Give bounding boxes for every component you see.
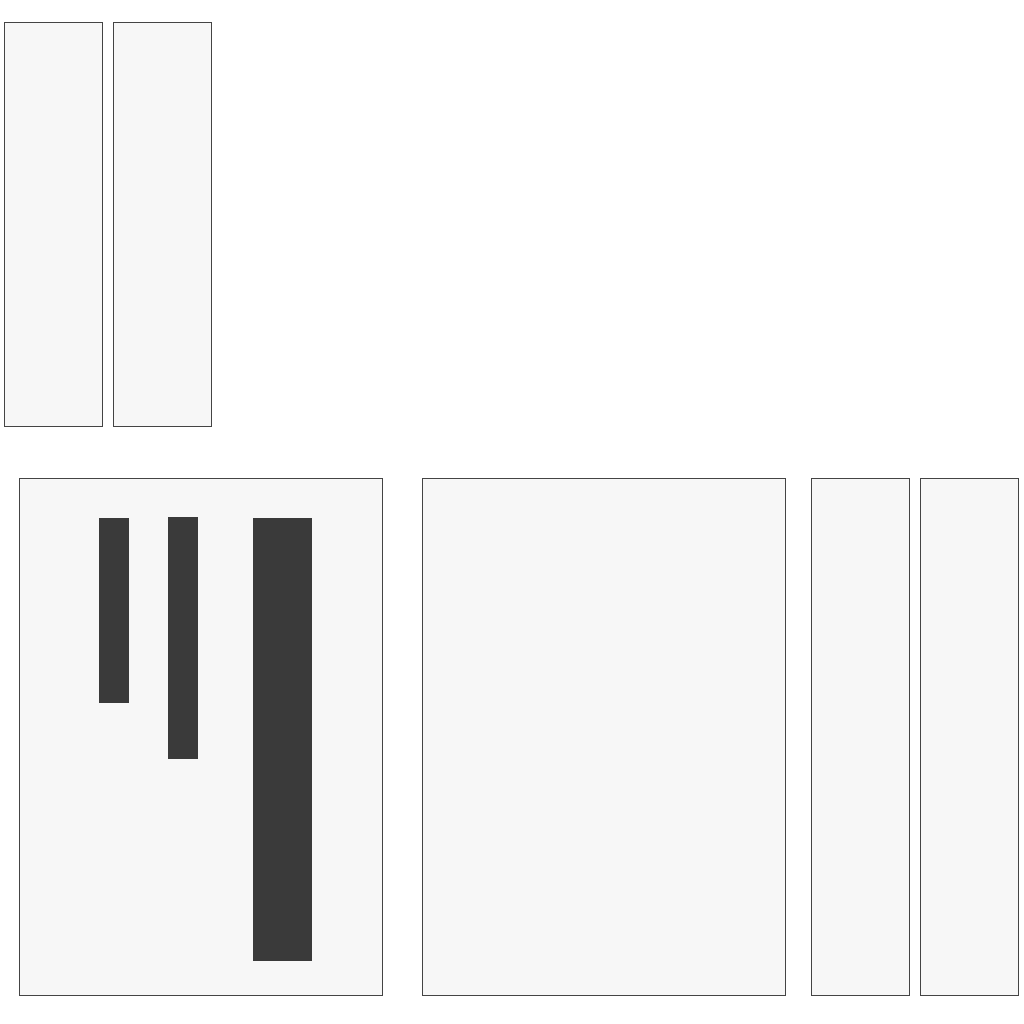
panel-top-left-narrow [4, 22, 103, 427]
panel-bottom-narrow-1 [811, 478, 910, 996]
panel-bottom-wide-middle [422, 478, 786, 996]
panel-bottom-wide-left [19, 478, 383, 996]
panel-top-right-narrow [113, 22, 212, 427]
dark-block-2 [168, 517, 198, 759]
panel-bottom-narrow-2 [920, 478, 1019, 996]
dark-block-3 [253, 518, 312, 961]
dark-block-1 [99, 518, 129, 703]
